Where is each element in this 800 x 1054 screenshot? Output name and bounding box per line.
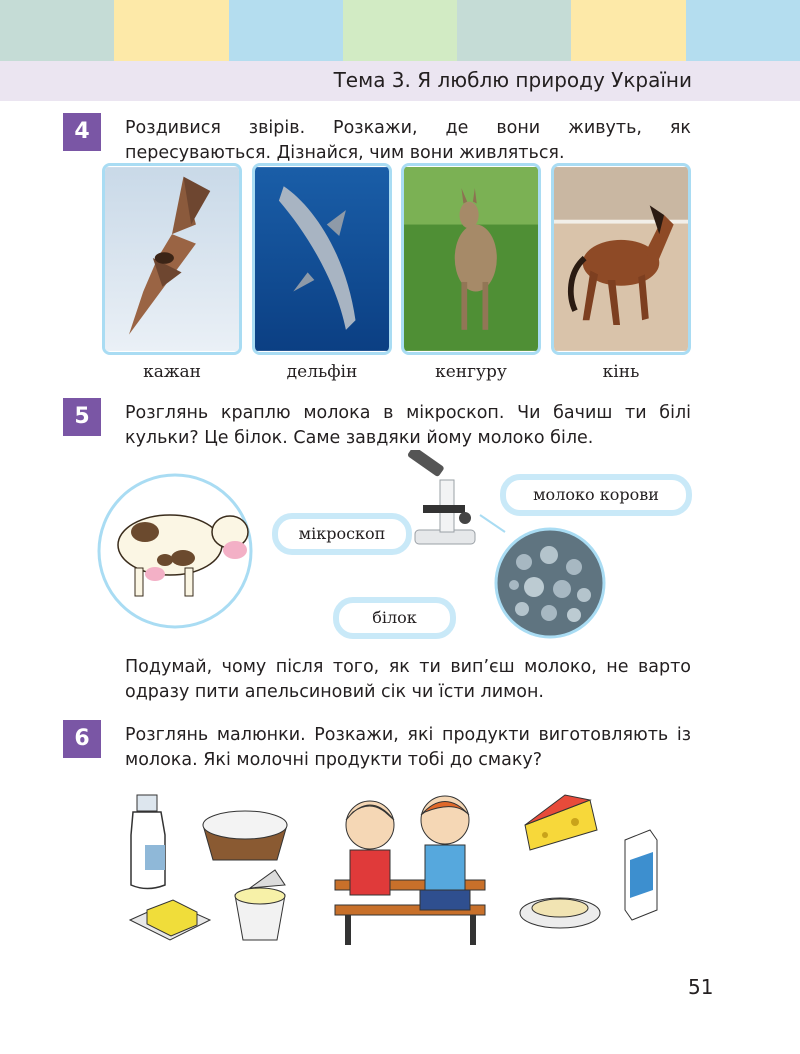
task4-text: Роздивися звірів. Розкажи, де вони живуть, як пересуваються. Дізнайся, чим вони живляться. xyxy=(125,118,691,163)
stripe xyxy=(229,0,343,61)
task-number-4: 4 xyxy=(63,113,101,151)
task5-text: Розглянь краплю молока в мікроскоп. Чи бачиш ти білі кульки? Це білок. Саме завдяки йому молоко біле. xyxy=(125,403,691,448)
caption-horse: кінь xyxy=(602,362,640,382)
bat-photo xyxy=(102,163,242,355)
stripe xyxy=(114,0,228,61)
label-cow-milk: молоко корови xyxy=(500,474,692,516)
think-text: Подумай, чому після того, як ти вип’єш молоко, не варто одразу пити апельсиновий сік чи їсти лимон. xyxy=(125,657,691,702)
milk-bottle-icon xyxy=(131,795,165,889)
kangaroo-photo xyxy=(401,163,541,355)
dolphin-photo xyxy=(252,163,392,355)
cottage-cheese-icon xyxy=(203,811,287,860)
kefir-carton-icon xyxy=(625,830,657,920)
caption-dolphin: дельфін xyxy=(286,362,358,382)
cheesecake-icon xyxy=(520,898,600,928)
caption-bat: кажан xyxy=(143,362,201,382)
stripe xyxy=(686,0,800,61)
task-number-6: 6 xyxy=(63,720,101,758)
horse-photo xyxy=(551,163,691,355)
task-number-5: 5 xyxy=(63,398,101,436)
children-on-bench-icon xyxy=(335,796,485,945)
stripe xyxy=(0,0,114,61)
butter-icon xyxy=(130,900,210,940)
task6-text: Розглянь малюнки. Розкажи, які продукти виготовляють із молока. Які молочні продукти тобі до смаку? xyxy=(125,725,691,770)
label-microscope: мікроскоп xyxy=(272,513,412,555)
cow-illustration xyxy=(95,470,255,632)
header-stripes xyxy=(0,0,800,61)
yogurt-icon xyxy=(235,870,285,940)
topic-title: Тема 3. Я люблю природу України xyxy=(333,68,692,92)
milk-drop-magnified xyxy=(494,527,606,639)
caption-kangaroo: кенгуру xyxy=(435,362,507,382)
label-protein: білок xyxy=(333,597,456,639)
cheese-icon xyxy=(525,795,597,850)
stripe xyxy=(571,0,685,61)
stripe xyxy=(457,0,571,61)
stripe xyxy=(343,0,457,61)
dairy-products-illustration xyxy=(125,790,685,950)
page-number: 51 xyxy=(688,975,714,999)
